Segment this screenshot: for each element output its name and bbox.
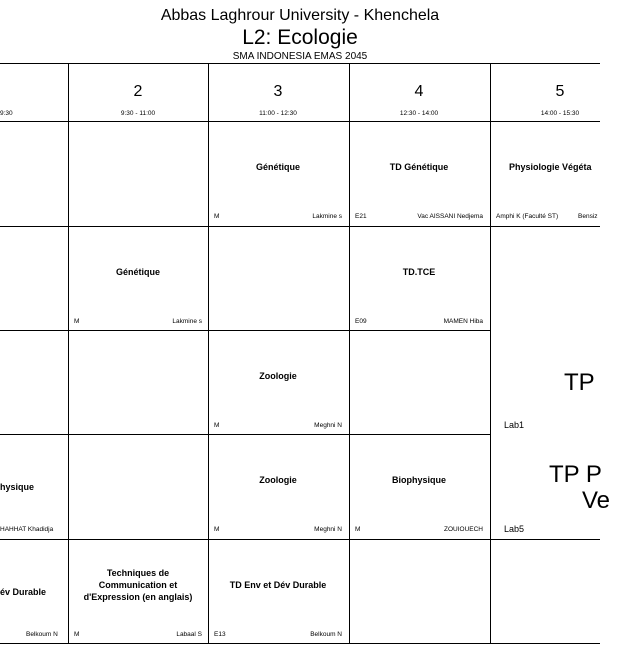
session-cell[interactable]: [68, 540, 208, 644]
session-cell[interactable]: [68, 227, 208, 331]
session-room: E09: [355, 318, 367, 325]
session-subject: év Durable: [0, 587, 47, 597]
session-subject-large: TP P: [549, 461, 602, 488]
session-subject: TD Env et Dév Durable: [229, 580, 327, 590]
session-cell[interactable]: [208, 435, 348, 539]
grid-line: [0, 63, 600, 64]
session-subject: Génétique: [255, 162, 300, 172]
session-teacher: Labaal S: [176, 631, 202, 638]
session-subject: Zoologie: [259, 475, 297, 485]
session-room: M: [214, 422, 220, 429]
session-subject: hysique: [0, 482, 35, 492]
session-subject: Zoologie: [259, 371, 297, 381]
session-teacher: Lakmine s: [312, 213, 342, 220]
session-teacher: Bensiz: [578, 213, 598, 220]
column-time: 9:30 - 11:00: [120, 110, 156, 117]
column-number: 5: [555, 83, 565, 100]
session-cell[interactable]: [349, 122, 489, 226]
session-room: M: [214, 213, 220, 220]
session-teacher: Meghni N: [314, 422, 342, 429]
session-room: Amphi K (Faculté ST): [496, 213, 559, 220]
session-cell[interactable]: [208, 122, 348, 226]
session-teacher: Belkoum N: [310, 631, 342, 638]
session-teacher: MAMEN Hiba: [443, 318, 483, 325]
session-subject: TD Génétique: [389, 162, 449, 172]
session-room: M: [74, 318, 80, 325]
session-subject: TD.TCE: [402, 267, 436, 277]
session-teacher: HAHHAT Khadidja: [0, 526, 54, 533]
university-title: Abbas Laghrour University - Khenchela: [160, 7, 440, 24]
subtitle: SMA INDONESIA EMAS 2045: [232, 51, 368, 62]
session-teacher: Belkoum N: [26, 631, 58, 638]
session-teacher: ZOUIOUECH: [444, 526, 483, 533]
session-room: M: [214, 526, 220, 533]
session-teacher: Vac AISSANI Nedjema: [417, 213, 483, 220]
column-time: 14:00 - 15:30: [540, 110, 580, 117]
session-subject: Physiologie Végéta: [509, 162, 592, 172]
session-room: E13: [214, 631, 226, 638]
session-teacher: Lakmine s: [172, 318, 202, 325]
session-subject: Biophysique: [391, 475, 446, 485]
session-cell[interactable]: [490, 122, 600, 226]
column-number: 3: [273, 83, 283, 100]
session-subject-large: Ve: [582, 487, 611, 514]
column-time: 9:30: [0, 110, 13, 117]
session-subject: Techniques de Communication et d'Expression (en anglais): [83, 568, 193, 602]
session-cell[interactable]: [208, 540, 348, 644]
column-time: 11:00 - 12:30: [259, 110, 297, 117]
session-cell[interactable]: [349, 435, 489, 539]
session-cell[interactable]: [208, 331, 348, 435]
session-room: M: [355, 526, 361, 533]
column-number: 2: [133, 83, 143, 100]
session-teacher: Meghni N: [314, 526, 342, 533]
session-room: E21: [355, 213, 367, 220]
session-subject-large: TP: [564, 369, 595, 396]
column-number: 4: [414, 83, 424, 100]
class-title: L2: Ecologie: [242, 26, 358, 49]
session-room: Lab1: [504, 420, 525, 430]
session-room: Lab5: [504, 524, 525, 534]
session-subject: Génétique: [115, 267, 160, 277]
session-cell[interactable]: [349, 227, 489, 331]
session-room: M: [74, 631, 80, 638]
column-time: 12:30 - 14:00: [399, 110, 439, 117]
